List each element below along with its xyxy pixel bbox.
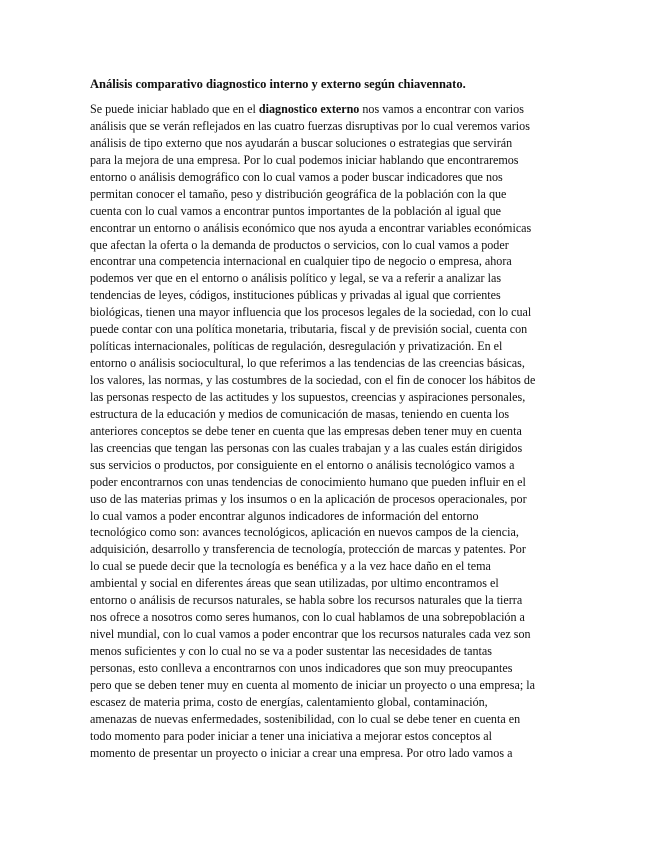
- paragraph-line: lo cual se puede decir que la tecnología es benéfica y a la vez hace daño en el tema: [90, 559, 491, 574]
- paragraph-line: entorno o análisis demográfico con lo cual vamos a poder buscar indicadores que nos: [90, 169, 503, 184]
- paragraph-line: todo momento para poder iniciar a tener una iniciativa a mejorar estos conceptos al: [90, 728, 492, 743]
- paragraph-line: los valores, las normas, y las costumbres de la sociedad, con el fin de conocer los hábitos de: [90, 373, 536, 387]
- paragraph-line: lo cual vamos a poder encontrar algunos indicadores de información del entorno: [90, 508, 479, 523]
- paragraph-line: uso de las materias primas y los insumos o en la aplicación de procesos operacionales, por: [90, 491, 527, 506]
- paragraph-line: encontrar un entorno o análisis económico que nos ayuda a encontrar variables económicas: [90, 220, 532, 235]
- paragraph-line: escasez de materia prima, costo de energías, calentamiento global, contaminación,: [90, 694, 488, 709]
- paragraph-line: entorno o análisis sociocultural, lo que referimos a las tendencias de las creencias básicas,: [90, 356, 525, 371]
- paragraph-line: menos suficientes y con lo cual no se va a poder sustentar las necesidades de tantas: [90, 644, 492, 658]
- paragraph-line: adquisición, desarrollo y transferencia de tecnología, protección de marcas y patentes. Por: [90, 542, 526, 557]
- paragraph-line: podemos ver que en el entorno o análisis político y legal, se va a referir a analizar las: [90, 271, 502, 286]
- paragraph-line: [90, 101, 560, 118]
- paragraph-line: nos ofrece a nosotros como seres humanos, con lo cual hablamos de una sobrepoblación a: [90, 610, 525, 625]
- paragraph-line: puede contar con una política monetaria, tributaria, fiscal y de previsión social, cuenta con: [90, 322, 528, 337]
- paragraph-line: momento de presentar un proyecto o iniciar a crear una empresa. Por otro lado vamos a: [90, 745, 513, 760]
- paragraph-line: las creencias que tengan las personas con las cuales trabajan y a las cuales están dirigidos: [90, 440, 523, 455]
- paragraph-line: poder encontrarnos con unas tendencias de conocimiento humano que pueden influir en el: [90, 474, 526, 489]
- paragraph-line: pero que se deben tener muy en cuenta al momento de iniciar un proyecto o una empresa; la: [90, 677, 535, 692]
- paragraph-line: estructura de la educación y medios de comunicación de masas, teniendo en cuenta los: [90, 406, 510, 421]
- paragraph-line: tendencias de leyes, códigos, instituciones públicas y privadas al igual que corrientes: [90, 288, 501, 303]
- document-paragraph: [90, 101, 560, 762]
- first-line-lead: Se puede iniciar hablado que en el: [90, 102, 259, 116]
- paragraph-line: amenazas de nuevas enfermedades, sostenibilidad, con lo cual se debe tener en cuenta en: [90, 711, 521, 726]
- paragraph-line: políticas internacionales, políticas de regulación, desregulación y privatización. En el: [90, 339, 503, 354]
- paragraph-line: ambiental y social en diferentes áreas que sean utilizadas, por ultimo encontramos el: [90, 576, 499, 591]
- paragraph-line: personas, esto conlleva a encontrarnos con unos indicadores que son muy preocupantes: [90, 660, 513, 675]
- paragraph-line: encontrar una competencia internacional en cualquier tipo de negocio o empresa, ahora: [90, 254, 512, 269]
- paragraph-line: entorno o análisis de recursos naturales, se habla sobre los recursos naturales que la tierra: [90, 593, 523, 608]
- paragraph-line: que afectan la oferta o la demanda de productos o servicios, con lo cual vamos a poder: [90, 237, 509, 252]
- paragraph-line: las personas respecto de las actitudes y los supuestos, creencias y aspiraciones personales,: [90, 389, 526, 404]
- paragraph-line: sus servicios o productos, por consiguiente en el entorno o análisis tecnológico vamos a: [90, 457, 515, 472]
- paragraph-line: biológicas, tienen una mayor influencia que los procesos legales de la sociedad, con lo cual: [90, 305, 532, 320]
- paragraph-line: tecnológico como son: avances tecnológicos, aplicación en nuevos campos de la ciencia,: [90, 525, 519, 540]
- paragraph-line: permitan conocer el tamaño, peso y distribución geográfica de la población con la que: [90, 186, 507, 201]
- paragraph-line: nivel mundial, con lo cual vamos a poder encontrar que los recursos naturales cada vez son: [90, 627, 531, 642]
- bold-term-diagnostico-externo: diagnostico externo: [258, 102, 360, 116]
- paragraph-line: análisis que se verán reflejados en las cuatro fuerzas disruptivas por lo cual veremos varios: [90, 118, 530, 133]
- first-line-tail: nos vamos a encontrar con varios: [359, 102, 524, 116]
- document-title: Análisis comparativo diagnostico interno y externo según chiavennato.: [90, 77, 466, 91]
- paragraph-line: para la mejora de una empresa. Por lo cual podemos iniciar hablando que encontraremos: [90, 152, 519, 167]
- paragraph-line: cuenta con lo cual vamos a encontrar puntos importantes de la población al igual que: [90, 203, 502, 218]
- paragraph-line: anteriores conceptos se debe tener en cuenta que las empresas deben tener muy en cuenta: [90, 423, 522, 438]
- paragraph-line: análisis de tipo externo que nos ayudarán a buscar soluciones o estrategias que servirán: [90, 135, 513, 150]
